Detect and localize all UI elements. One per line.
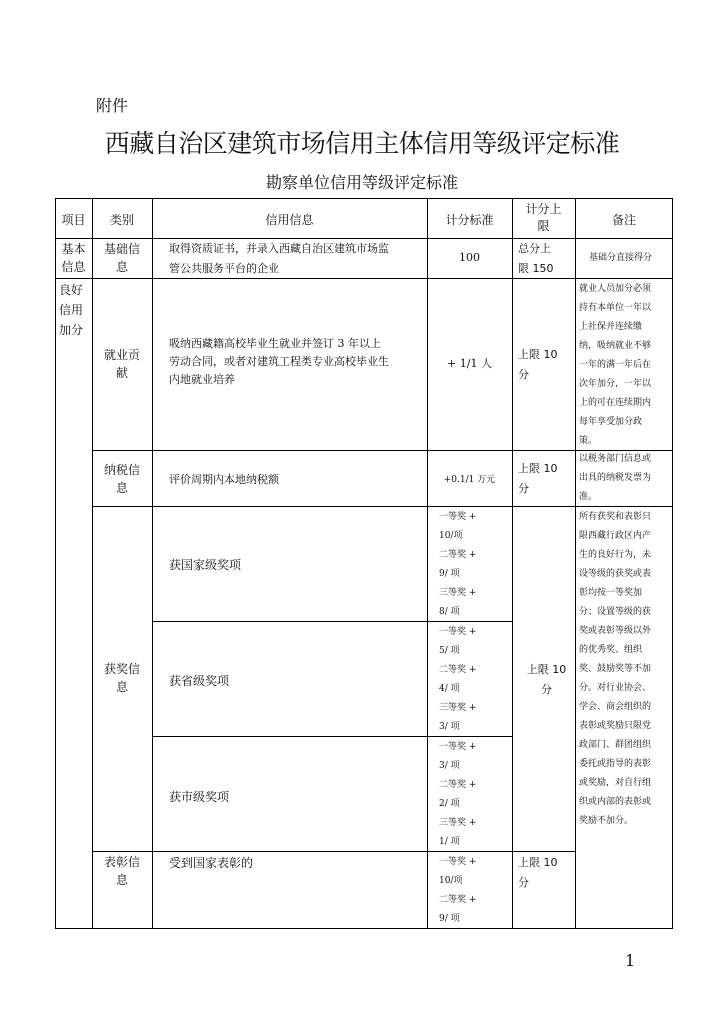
- category-commend: 表彰信 息: [103, 855, 140, 887]
- info-commend: 受到国家表彰的: [169, 856, 254, 870]
- note-award: 所有获奖和表彰只 限西藏行政区内产 生的良好行为，未 设等级的获奖或表 彰均按一等奖加 分；设置等级的获 奖或表彰等级以外 的优秀奖、组织 奖、鼓励奖等不加 分。对行业协会、 学会、商会组织的 表彰或奖励只限党 政部门、群团组织 委托或指导的表彰 或奖励，对自行组 织或内部的表彰或 奖励不加分。: [579, 512, 652, 826]
- score-award-municipal: 一等奖 + 3/ 项 二等奖 + 2/ 项 三等奖 + 1/ 项: [439, 742, 477, 847]
- header-category: 类别: [109, 213, 134, 227]
- cap-award: 上限 10 分: [526, 663, 567, 696]
- cap-basic: 总分上 限 150: [518, 242, 554, 275]
- category-basic: 基础信 息: [103, 242, 140, 274]
- score-commend: 一等奖 + 10/项 二等奖 + 9/ 项: [439, 857, 477, 924]
- header-item: 项目: [61, 213, 86, 227]
- score-award-provincial: 一等奖 + 5/ 项 二等奖 + 4/ 项 三等奖 + 3/ 项: [439, 627, 477, 732]
- score-tax: +0.1/1 万元: [443, 475, 496, 485]
- item-basic: 基本 信息: [61, 242, 86, 274]
- info-award-national: 获国家级奖项: [169, 558, 242, 572]
- info-employment: 吸纳西藏籍高校毕业生就业并签订 3 年以上 劳动合同，或者对建筑工程类专业高校毕业生 内地就业培养: [169, 337, 389, 386]
- info-tax: 评价周期内本地纳税额: [169, 473, 279, 486]
- cap-tax: 上限 10 分: [518, 462, 558, 495]
- score-award-national: 一等奖 + 10/项 二等奖 + 9/ 项 三等奖 + 8/ 项: [439, 512, 477, 617]
- category-award: 获奖信 息: [103, 662, 140, 694]
- page-subtitle: 勘察单位信用等级评定标准: [265, 173, 458, 192]
- note-employment: 就业人员加分必须 持有本单位一年以 上社保并连续缴 纳，吸纳就业不够 一年的满一年后在 次年加分，一年以 上的可在连续期内 每年享受加分政 策。: [579, 284, 652, 446]
- cap-commend: 上限 10 分: [518, 856, 558, 889]
- attachment-label: 附件: [96, 96, 129, 115]
- category-tax: 纳税信 息: [103, 463, 140, 495]
- info-award-municipal: 获市级奖项: [169, 790, 230, 804]
- score-basic: 100: [459, 251, 480, 264]
- page-number: 1: [625, 951, 636, 970]
- page-title: 西藏自治区建筑市场信用主体信用等级评定标准: [104, 129, 620, 158]
- note-basic: 基础分直接得分: [589, 253, 653, 263]
- category-employment: 就业贡 献: [103, 348, 140, 380]
- score-employment: + 1/1 人: [447, 357, 492, 370]
- item-good-credit: 良好 信用 加分: [59, 283, 84, 337]
- header-credit-info: 信用信息: [265, 213, 314, 227]
- header-scoring: 计分标准: [445, 213, 494, 227]
- header-cap: 计分上 限: [525, 202, 562, 233]
- info-basic: 取得资质证书，并录入西藏自治区建筑市场监 管公共服务平台的企业: [169, 242, 389, 275]
- cap-employment: 上限 10 分: [518, 348, 558, 381]
- info-award-provincial: 获省级奖项: [169, 674, 230, 688]
- note-tax: 以税务部门信息或 出具的纳税发票为 准。: [579, 454, 652, 502]
- header-remarks: 备注: [611, 213, 636, 227]
- credit-standard-table: [55, 198, 673, 929]
